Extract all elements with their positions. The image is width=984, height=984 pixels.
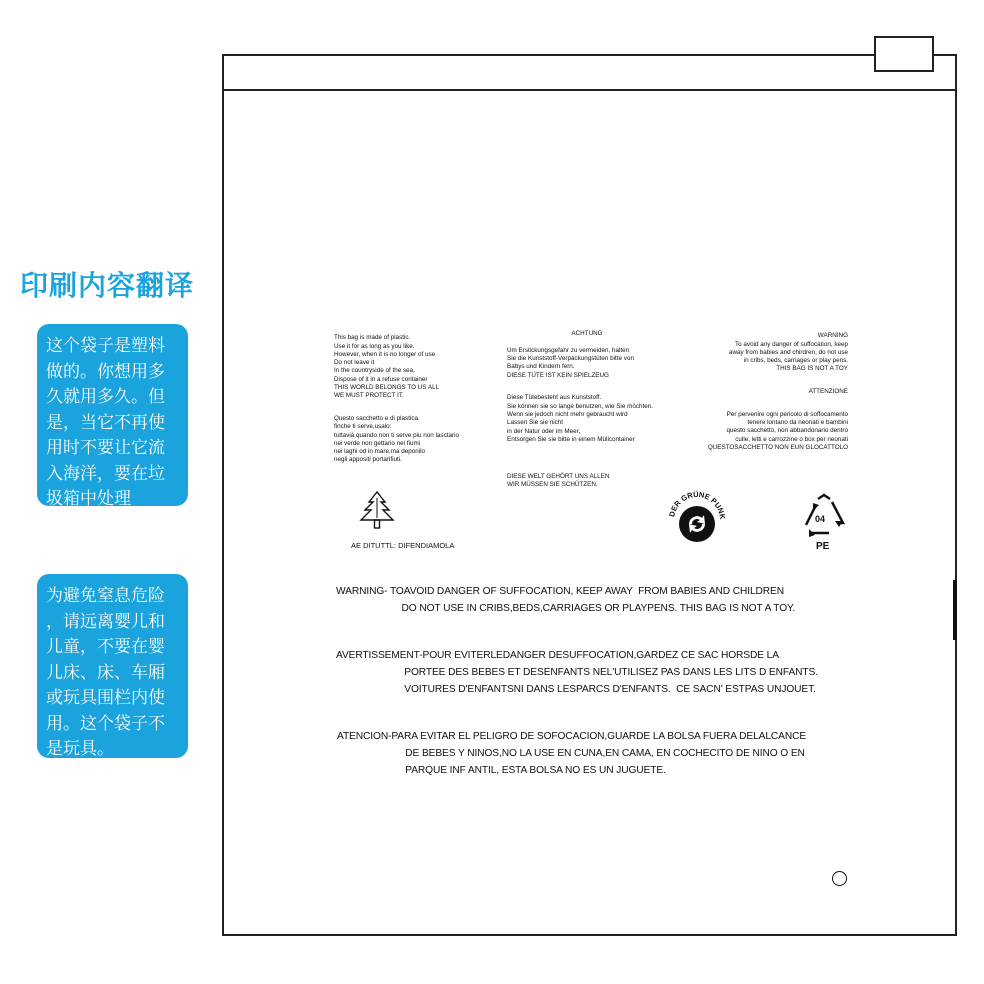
warning-french: AVERTISSEMENT-POUR EVITERLEDANGER DESUFFOCATION,GARDEZ CE SAC HORSDE LA PORTEE DES BEBES ET DESENFANTS NEL'UTILISEZ PAS DANS LES LITS D ENFANTS. VOITURES D'ENFANTSNI DANS LESPARCS D'ENFANTS. CE SACN' ESTPAS UNJOUET.	[336, 650, 818, 695]
italian-recycling-text: Questo sacchetto e di plastica. finche ti serve,usalo: tuttavià quando non ti serve piu non lasctario nei verde non gettario nei fiumi nei laghi od in mare,ma deponilo negli appositi portarifiuti.	[334, 414, 459, 464]
italian-warning-text: Per pervenire ogni pericolo di soffocamento tenere lontano da neonati e bambini questo sacchetto, non abbandonario dentro culle, letti e carrozzine o box per neonati QUESTOSACCHETTO NON EUN GLOCATTOLO	[707, 410, 848, 451]
warning-english: WARNING- TOAVOID DANGER OF SUFFOCATION, KEEP AWAY FROM BABIES AND CHILDREN DO NOT USE IN CRIBS,BEDS,CARRIAGES OR PLAYPENS. THIS BAG IS NOT A TOY.	[336, 586, 796, 614]
green-dot-icon	[662, 486, 732, 552]
tree-icon	[355, 490, 399, 530]
tree-caption: AE DITUTTL: DIFENDIAMOLA	[351, 541, 455, 550]
print-block-center	[507, 322, 667, 489]
english-warning-text: To avoid any danger of suffocation, keep away from babies and chirdren, do not use in cribs, beds, carriages or play pens. THIS BAG IS NOT A TOY	[728, 340, 848, 373]
recycle-number: 04	[815, 514, 826, 524]
german-warning-text: Um Erstickungsgefahr zu vermeiden, halten Sie die Kunststoff-Verpackungstüten bitte von Babys und Kindern fern. DIESE TÜTE IST KEIN SPIELZEUG	[507, 346, 634, 379]
callout-text: 这个袋子是塑料 做的。你想用多 久就用多久。但 是，当它不再使 用时不要让它流 入海洋，要在垃 圾箱中处理	[46, 336, 165, 509]
green-dot-text: DER GRÜNE PUNK	[667, 489, 728, 520]
german-world-text: DIESE WELT GEHÖRT UNS ALLEN WIR MÜSSEN SIE SCHÜTZEN.	[507, 472, 610, 489]
vent-hole	[832, 871, 847, 886]
print-block-left	[334, 326, 494, 465]
callout-text: 为避免窒息危险 ，请远离婴儿和 儿童，不要在婴 儿床、床、车厢 或玩具围栏内使 用。这个袋子不 是玩具。	[46, 586, 165, 759]
print-block-right	[690, 324, 848, 452]
hang-tab	[874, 36, 934, 72]
translation-callout-suffocation	[37, 574, 188, 758]
german-recycling-text: Diese Tütebesteht aus Kunststoff. Sie können sie so lange benutzen, wie Sie möchten. Wenn sie jedoch nicht mehr gebraucht wird Lassen Sie sie nicht in der Natur oder im Meer, Entsorgen Sie sie bitte in einem Müllcontainer	[507, 394, 653, 443]
translation-callout-recycling	[37, 324, 188, 509]
zip-seal-line	[222, 89, 957, 91]
translation-title: 印刷内容翻译	[20, 269, 195, 302]
warning-spanish: ATENCION-PARA EVITAR EL PELIGRO DE SOFOCACION,GUARDE LA BOLSA FUERA DELALCANCE DE BEBES Y NINOS,NO LA USE EN CUNA,EN CAMA, EN COCHECITO DE NINO O EN PARQUE INF ANTIL, ESTA BOLSA NO ES UN JUGUETE.	[337, 731, 807, 776]
recycle-material: PE	[816, 541, 830, 552]
edge-mark	[953, 580, 957, 640]
english-recycling-text: This bag is made of plastic. Use it for as long as you like. However, when it is no longer of use Do not leave it In the countryside of the sea, Dispose of it in a refuse container THIS WORLD BELONGS TO US ALL WE MUST PROTECT IT.	[334, 334, 440, 400]
warning-heading: WARNING	[817, 332, 848, 340]
german-heading: ACHTUNG	[571, 330, 603, 338]
attenzione-heading: ATTENZIONE	[808, 388, 848, 396]
